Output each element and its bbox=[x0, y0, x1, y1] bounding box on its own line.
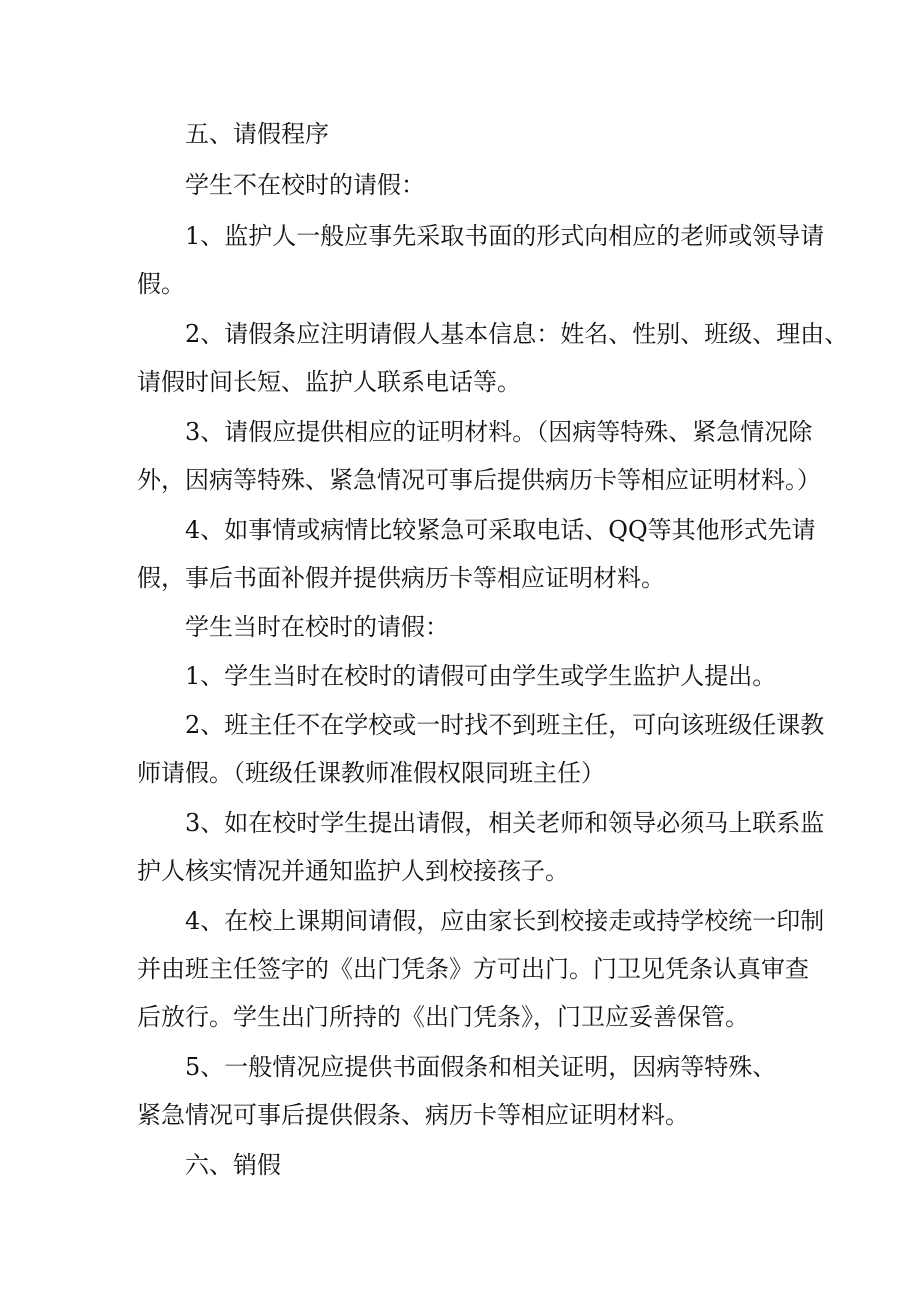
paragraph-line: 3、如在校时学生提出请假，相关老师和领导必须马上联系监 bbox=[185, 809, 825, 837]
paragraph-line: 2、班主任不在学校或一时找不到班主任，可向该班级任课教 bbox=[185, 711, 825, 739]
paragraph-line: 1、学生当时在校时的请假可由学生或学生监护人提出。 bbox=[185, 662, 777, 690]
paragraph-line: 假。 bbox=[137, 270, 185, 298]
paragraph-line: 护人核实情况并通知监护人到校接孩子。 bbox=[137, 857, 569, 885]
paragraph-line: 紧急情况可事后提供假条、病历卡等相应证明材料。 bbox=[137, 1101, 689, 1129]
paragraph-line: 外，因病等特殊、紧急情况可事后提供病历卡等相应证明材料。） bbox=[137, 466, 821, 494]
subheading-on-campus-leave: 学生当时在校时的请假： bbox=[185, 613, 449, 641]
paragraph-line: 5、一般情况应提供书面假条和相关证明，因病等特殊、 bbox=[185, 1053, 777, 1081]
paragraph-line: 4、在校上课期间请假，应由家长到校接走或持学校统一印制 bbox=[185, 907, 825, 935]
subheading-off-campus-leave: 学生不在校时的请假： bbox=[185, 171, 425, 199]
paragraph-line: 后放行。学生出门所持的《出门凭条》，门卫应妥善保管。 bbox=[137, 1003, 749, 1031]
paragraph-line: 4、如事情或病情比较紧急可采取电话、QQ等其他形式先请 bbox=[185, 516, 816, 544]
paragraph-line: 师请假。（班级任课教师准假权限同班主任） bbox=[137, 759, 605, 787]
paragraph-line: 3、请假应提供相应的证明材料。（因病等特殊、紧急情况除 bbox=[185, 418, 813, 446]
paragraph-line: 2、请假条应注明请假人基本信息：姓名、性别、班级、理由、 bbox=[185, 320, 849, 348]
paragraph-line: 请假时间长短、监护人联系电话等。 bbox=[137, 368, 521, 396]
paragraph-line: 并由班主任签字的《出门凭条》方可出门。门卫见凭条认真审查 bbox=[137, 955, 809, 983]
paragraph-line: 1、监护人一般应事先采取书面的形式向相应的老师或领导请 bbox=[185, 222, 825, 250]
paragraph-line: 假，事后书面补假并提供病历卡等相应证明材料。 bbox=[137, 564, 665, 592]
section-heading-leave-procedure: 五、请假程序 bbox=[185, 120, 329, 148]
section-heading-leave-cancellation: 六、销假 bbox=[185, 1151, 281, 1179]
